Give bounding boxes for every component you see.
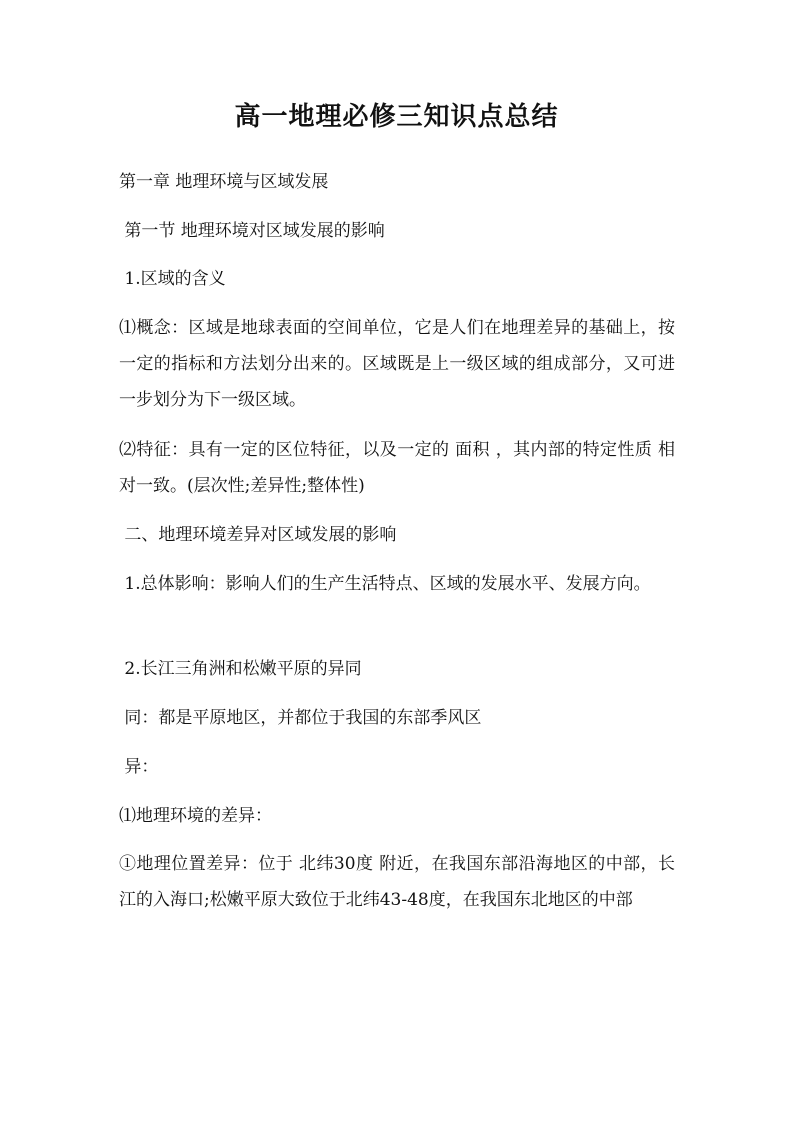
subheading-comparison: 2.长江三角洲和松嫩平原的异同: [119, 659, 362, 679]
paragraph-location-difference: ①地理位置差异：位于 北纬30度 附近，在我国东部沿海地区的中部，长江的入海口;松嫩平原大致位于北纬43-48度，在我国东北地区的中部: [119, 854, 675, 910]
section-heading: 第一节 地理环境对区域发展的影响: [119, 221, 385, 241]
paragraph-overall-impact: 1.总体影响：影响人们的生产生活特点、区域的发展水平、发展方向。: [119, 574, 651, 594]
subheading-region-meaning: 1.区域的含义: [119, 269, 226, 289]
paragraph-similarity: 同：都是平原地区，并都位于我国的东部季风区: [119, 708, 482, 728]
chapter-heading: 第一章 地理环境与区域发展: [119, 172, 329, 192]
paragraph-concept: ⑴概念：区域是地球表面的空间单位，它是人们在地理差异的基础上，按一定的指标和方法划分出来的。区域既是上一级区域的组成部分，又可进一步划分为下一级区域。: [119, 318, 675, 410]
document-title: 高一地理必修三知识点总结: [234, 102, 559, 132]
section-heading-2: 二、地理环境差异对区域发展的影响: [119, 525, 397, 545]
paragraph-characteristics: ⑵特征：具有一定的区位特征，以及一定的 面积 ，其内部的特定性质 相对一致。(层次性;差异性;整体性): [119, 440, 675, 496]
subheading-environment-difference: ⑴地理环境的差异：: [119, 806, 272, 826]
paragraph-difference-label: 异：: [119, 757, 159, 777]
